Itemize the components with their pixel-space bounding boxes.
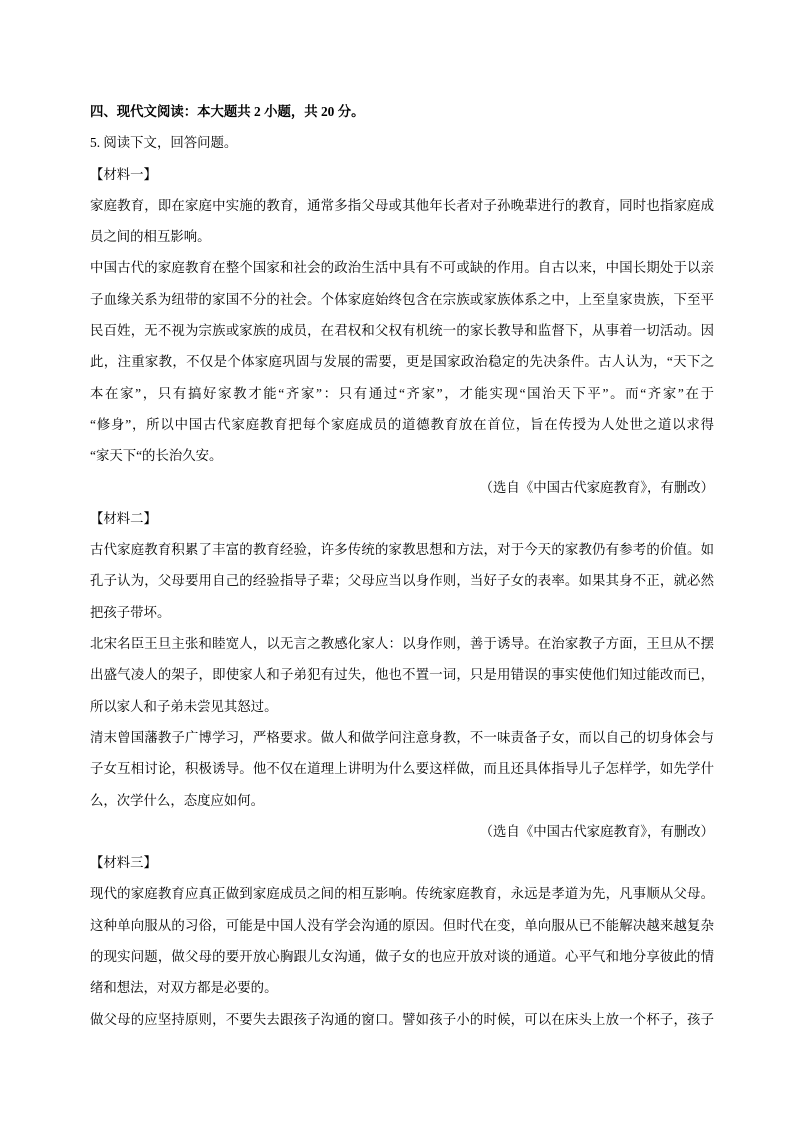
paragraph-line: 子血缘关系为纽带的家国不分的社会。个体家庭始终包含在宗族或家族体系之中，上至皇家贵族，下至平 — [90, 291, 714, 307]
paragraph-line: 子女互相讨论，积极诱导。他不仅在道理上讲明为什么要这样做，而且还具体指导儿子怎样学，如先学什 — [90, 761, 714, 777]
paragraph — [90, 1004, 714, 1035]
material-2 — [90, 503, 714, 847]
paragraph-line: 本在家”，只有搞好家教才能“齐家”：只有通过“齐家”，才能实现“国治天下平”。而“齐家”在于 — [90, 385, 714, 401]
question-prompt: 5. 阅读下文，回答问题。 — [90, 135, 238, 151]
paragraph-line: 做父母的应坚持原则，不要失去跟孩子沟通的窗口。譬如孩子小的时候，可以在床头上放一个杯子，孩子 — [90, 1011, 714, 1027]
paragraph-line: 员之间的相互影响。 — [90, 229, 211, 245]
paragraph — [90, 628, 714, 722]
paragraph — [90, 252, 714, 471]
paragraph — [90, 878, 714, 1003]
material-3 — [90, 847, 714, 1035]
paragraph — [90, 722, 714, 816]
document-body — [90, 96, 714, 1035]
paragraph-line: 家庭教育，即在家庭中实施的教育，通常多指父母或其他年长者对子孙晚辈进行的教育，同时也指家庭成 — [90, 197, 714, 213]
source-citation: （选自《中国古代家庭教育》，有删改） — [479, 479, 714, 495]
material-label: 【材料三】 — [90, 855, 157, 871]
paragraph-line: 现代的家庭教育应真正做到家庭成员之间的相互影响。传统家庭教育，永远是孝道为先，凡事顺从父母。 — [90, 886, 714, 902]
material-1 — [90, 159, 714, 503]
material-label: 【材料一】 — [90, 166, 157, 182]
paragraph-line: “家天下“的长治久安。 — [90, 448, 223, 464]
paragraph-line: 清末曾国藩教子广博学习，严格要求。做人和做学问注意身教，不一味责备子女，而以自己的切身体会与 — [90, 729, 714, 745]
material-label: 【材料二】 — [90, 510, 157, 526]
paragraph-line: 孔子认为，父母要用自己的经验指导子辈；父母应当以身作则，当好子女的表率。如果其身不正，就必然 — [90, 573, 714, 589]
paragraph-line: 此，注重家教，不仅是个体家庭巩固与发展的需要，更是国家政治稳定的先决条件。古人认为，“天下之 — [90, 354, 714, 370]
paragraph-line: 中国古代的家庭教育在整个国家和社会的政治生活中具有不可或缺的作用。自古以来，中国长期处于以亲 — [90, 260, 714, 276]
paragraph-line: 所以家人和子弟未尝见其怒过。 — [90, 698, 278, 714]
paragraph-line: 的现实问题，做父母的要开放心胸跟儿女沟通，做子女的也应开放对谈的通道。心平气和地分享彼此的情 — [90, 949, 714, 965]
paragraph-line: 古代家庭教育积累了丰富的教育经验，许多传统的家教思想和方法，对于今天的家教仍有参考的价值。如 — [90, 542, 714, 558]
paragraph-line: 民百姓，无不视为宗族或家族的成员，在君权和父权有机统一的家长教导和监督下，从事着一切活动。因 — [90, 323, 714, 339]
paragraph — [90, 190, 714, 253]
paragraph-line: 北宋名臣王旦主张和睦宽人，以无言之教感化家人：以身作则，善于诱导。在治家教子方面，王旦从不摆 — [90, 636, 714, 652]
section-heading: 四、现代文阅读：本大题共 2 小题，共 20 分。 — [90, 104, 365, 119]
paragraph-line: 把孩子带坏。 — [90, 604, 171, 620]
paragraph-line: 么，次学什么，态度应如何。 — [90, 792, 265, 808]
paragraph-line: 出盛气凌人的架子，即使家人和子弟犯有过失，他也不置一词，只是用错误的事实使他们知过能改而已， — [90, 667, 714, 683]
paragraph-line: 这种单向服从的习俗，可能是中国人没有学会沟通的原因。但时代在变，单向服从已不能解决越来越复杂 — [90, 917, 714, 933]
paragraph — [90, 534, 714, 628]
paragraph-line: 绪和想法，对双方都是必要的。 — [90, 980, 278, 996]
paragraph-line: “修身”，所以中国古代家庭教育把每个家庭成员的道德教育放在首位，旨在传授为人处世之道以求得 — [90, 416, 714, 432]
source-citation: （选自《中国古代家庭教育》，有删改） — [479, 823, 714, 839]
